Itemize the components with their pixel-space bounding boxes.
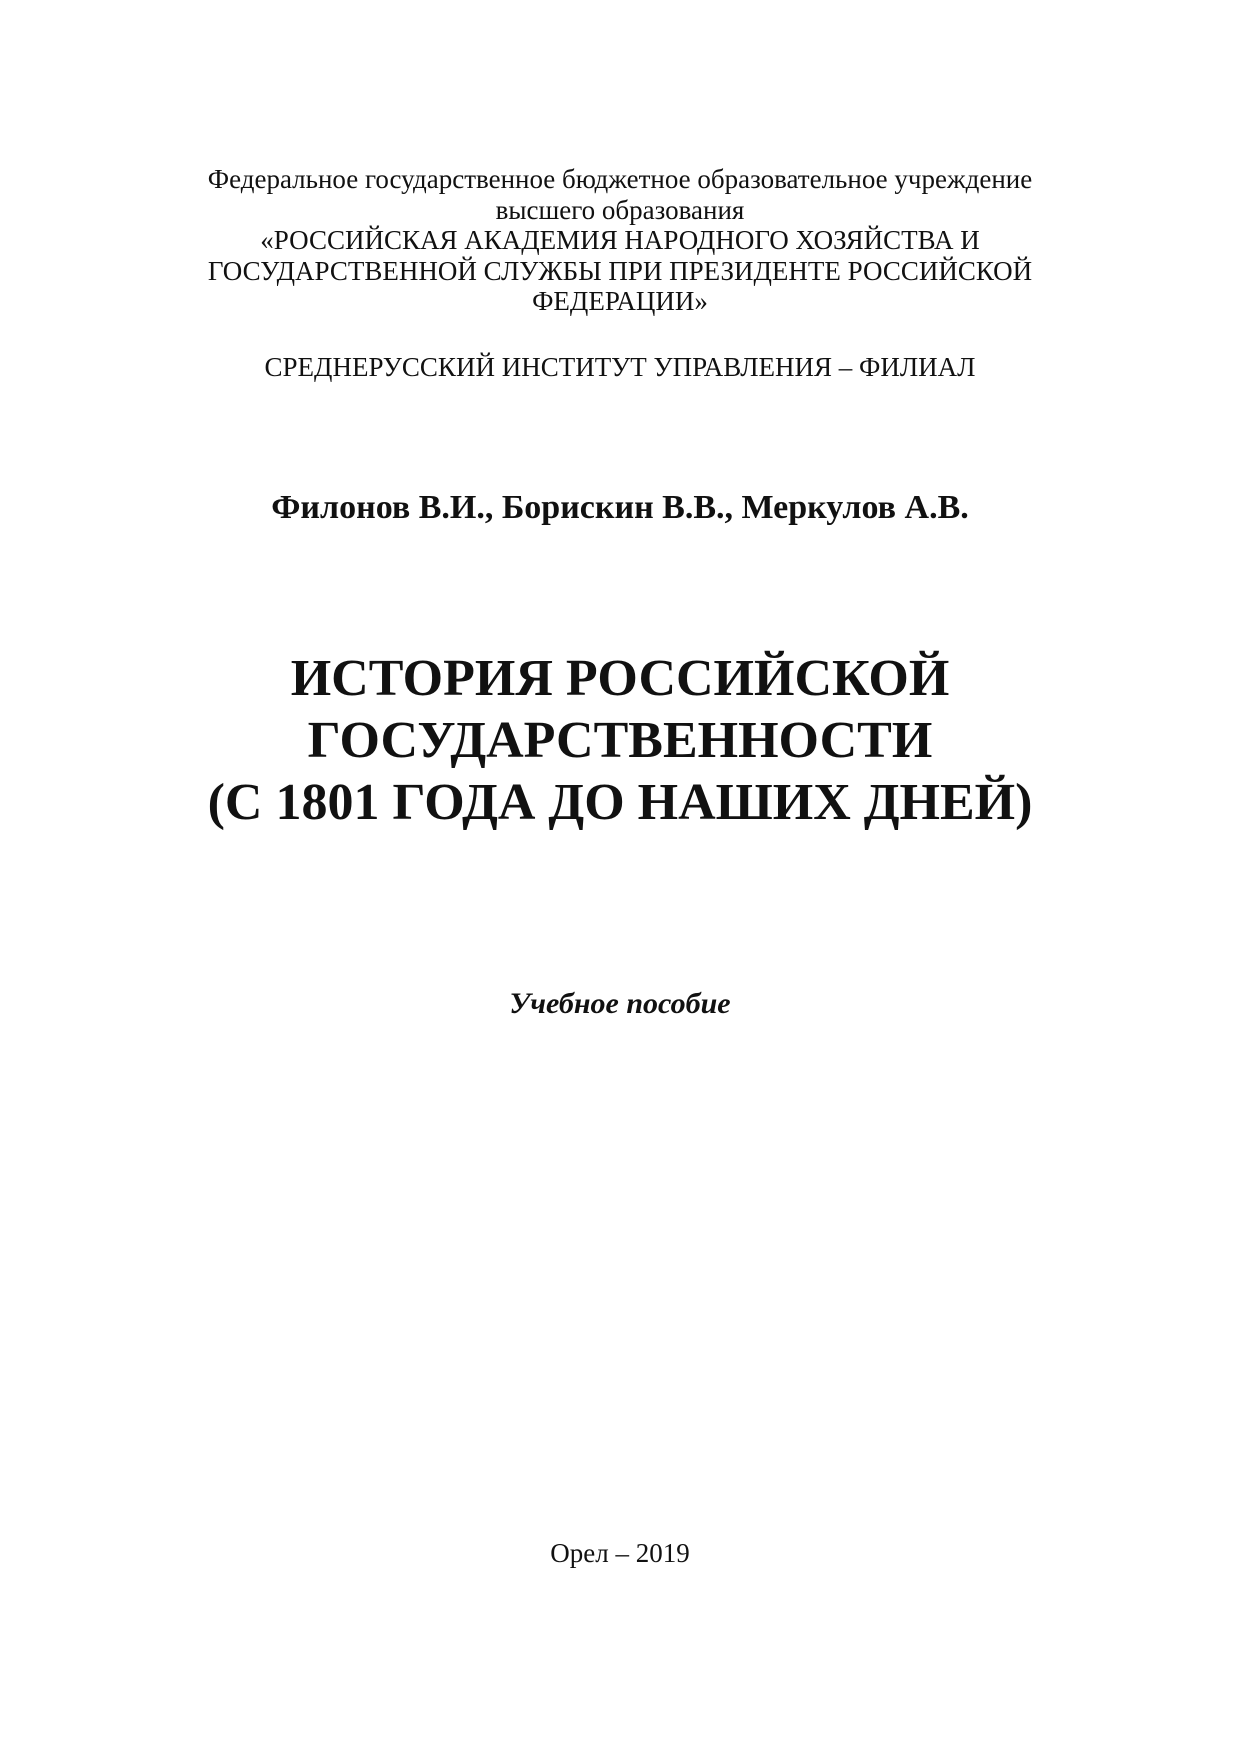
organization-line-3: «РОССИЙСКАЯ АКАДЕМИЯ НАРОДНОГО ХОЗЯЙСТВА И [260,225,980,255]
book-title-line-1: ИСТОРИЯ РОССИЙСКОЙ [290,650,950,707]
organization-line-4: ГОСУДАРСТВЕННОЙ СЛУЖБЫ ПРИ ПРЕЗИДЕНТЕ РОССИЙСКОЙ [207,255,1033,286]
document-type: Учебное пособие [509,987,731,1020]
organization-line-1: Федеральное государственное бюджетное образовательное учреждение [207,164,1033,194]
institute-name: СРЕДНЕРУССКИЙ ИНСТИТУТ УПРАВЛЕНИЯ – ФИЛИАЛ [264,352,976,382]
book-title-line-2: ГОСУДАРСТВЕННОСТИ [307,712,933,769]
organization-line-2: высшего образования [495,194,745,225]
organization-line-5: ФЕДЕРАЦИИ» [532,286,708,316]
book-title-line-3: (С 1801 ГОДА ДО НАШИХ ДНЕЙ) [207,774,1033,831]
book-title [150,648,1090,834]
organization-header [150,164,1090,317]
authors: Филонов В.И., Борискин В.В., Меркулов А.В. [271,489,969,526]
place-and-year: Орел – 2019 [550,1538,690,1568]
